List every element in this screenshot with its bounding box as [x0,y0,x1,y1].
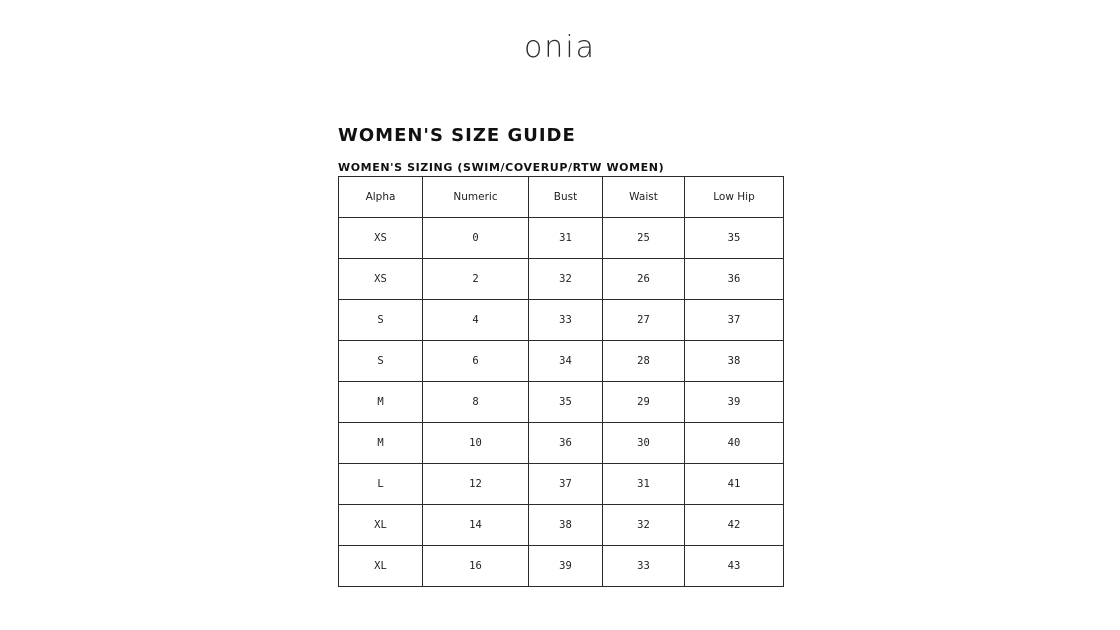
cell-low-hip: 36 [685,259,784,300]
cell-waist: 26 [603,259,685,300]
cell-numeric: 14 [423,505,529,546]
header-alpha: Alpha [339,177,423,218]
page-title: WOMEN'S SIZE GUIDE [338,125,576,146]
cell-numeric: 10 [423,423,529,464]
section-title: WOMEN'S SIZING (SWIM/COVERUP/RTW WOMEN) [338,161,665,174]
cell-numeric: 4 [423,300,529,341]
cell-alpha: L [339,464,423,505]
table-row [339,505,784,546]
table-header-row [339,177,784,218]
cell-waist: 25 [603,218,685,259]
cell-numeric: 8 [423,382,529,423]
brand-logo: onia [523,30,597,65]
cell-numeric: 16 [423,546,529,587]
cell-low-hip: 43 [685,546,784,587]
cell-waist: 27 [603,300,685,341]
cell-bust: 37 [529,464,603,505]
cell-bust: 39 [529,546,603,587]
table-row [339,546,784,587]
header-waist: Waist [603,177,685,218]
cell-waist: 28 [603,341,685,382]
cell-waist: 29 [603,382,685,423]
cell-waist: 32 [603,505,685,546]
cell-low-hip: 41 [685,464,784,505]
cell-alpha: S [339,341,423,382]
cell-low-hip: 39 [685,382,784,423]
table-row [339,464,784,505]
cell-bust: 33 [529,300,603,341]
cell-alpha: M [339,423,423,464]
table-row [339,300,784,341]
cell-alpha: XS [339,259,423,300]
size-table [338,176,784,587]
cell-waist: 30 [603,423,685,464]
header-bust: Bust [529,177,603,218]
table-row [339,382,784,423]
cell-alpha: XL [339,505,423,546]
cell-bust: 38 [529,505,603,546]
header-numeric: Numeric [423,177,529,218]
cell-low-hip: 40 [685,423,784,464]
cell-low-hip: 38 [685,341,784,382]
cell-waist: 31 [603,464,685,505]
table-row [339,341,784,382]
cell-alpha: M [339,382,423,423]
cell-bust: 35 [529,382,603,423]
cell-alpha: S [339,300,423,341]
cell-low-hip: 42 [685,505,784,546]
cell-bust: 36 [529,423,603,464]
cell-alpha: XL [339,546,423,587]
cell-numeric: 6 [423,341,529,382]
cell-alpha: XS [339,218,423,259]
table-row [339,259,784,300]
cell-bust: 31 [529,218,603,259]
cell-bust: 34 [529,341,603,382]
cell-low-hip: 37 [685,300,784,341]
cell-numeric: 2 [423,259,529,300]
cell-numeric: 12 [423,464,529,505]
header-low-hip: Low Hip [685,177,784,218]
cell-bust: 32 [529,259,603,300]
table-row [339,218,784,259]
cell-numeric: 0 [423,218,529,259]
cell-low-hip: 35 [685,218,784,259]
table-row [339,423,784,464]
cell-waist: 33 [603,546,685,587]
